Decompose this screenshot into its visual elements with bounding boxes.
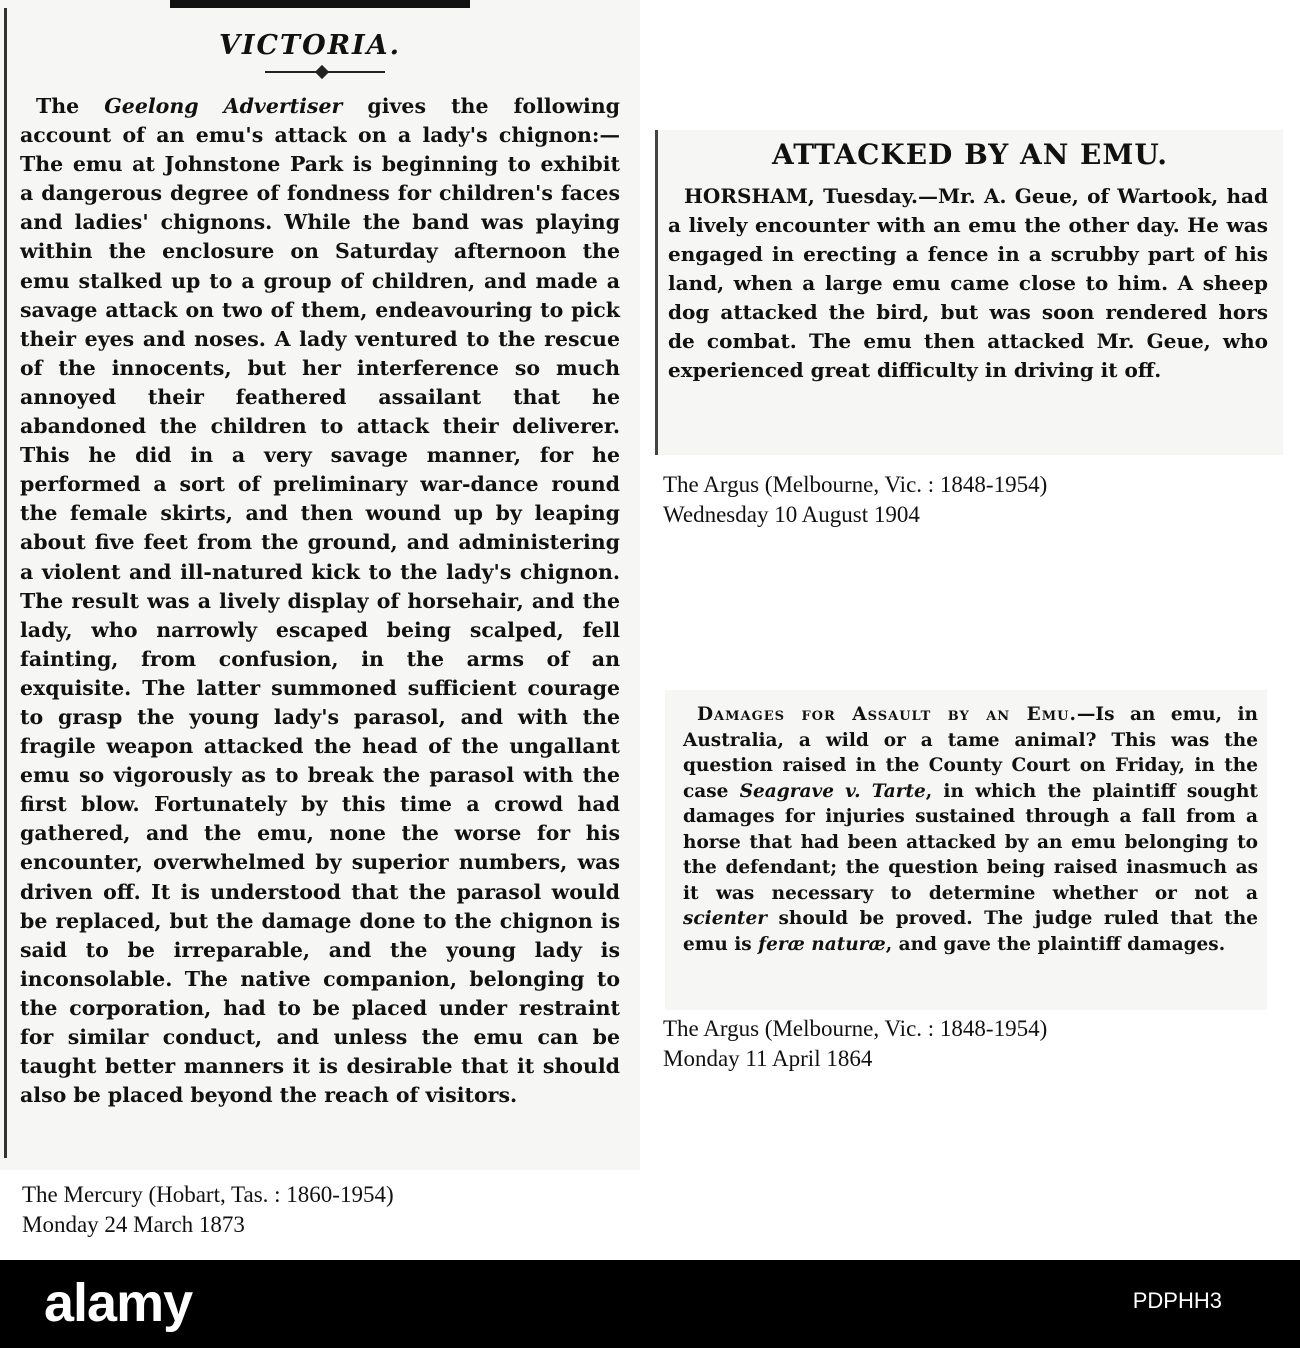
mercury-heading: VICTORIA.	[218, 30, 402, 61]
damages-body-3: should be proved. The judge ruled that the emu is	[683, 908, 1258, 955]
damages-body-1: —Is an emu, in Australia, a wild or a tame animal? This was the question raised in the County Court on Friday, in the case	[683, 704, 1258, 802]
attacked-caption-date: Wednesday 10 August 1904	[663, 502, 920, 527]
damages-body-2: , in which the plaintiff sought damages for injuries sustained through a fall from a horse that had been attacked by an emu belonging to the defendant; the question being raised inasmuch as it was necessary to determine whether or not a	[683, 780, 1258, 904]
top-rule	[170, 0, 470, 8]
damages-caption-date: Monday 11 April 1864	[663, 1046, 873, 1071]
mercury-clipping	[0, 0, 640, 1170]
mercury-source-name: Geelong Advertiser	[104, 94, 343, 118]
column-rule	[655, 130, 658, 455]
column-rule	[4, 8, 7, 1158]
mercury-caption-source: The Mercury (Hobart, Tas. : 1860-1954)	[22, 1182, 394, 1207]
mercury-caption	[22, 1180, 394, 1240]
damages-caption-source: The Argus (Melbourne, Vic. : 1848-1954)	[663, 1016, 1048, 1041]
damages-clipping	[665, 690, 1267, 1010]
image-id: PDPHH3	[1132, 1288, 1222, 1313]
alamy-logo: alamy	[44, 1273, 193, 1333]
damages-ferae-naturae: feræ naturæ	[758, 933, 886, 955]
attacked-body: HORSHAM, Tuesday.—Mr. A. Geue, of Wartook, had a lively encounter with an emu the other day. He was engaged in erecting a fence in a scrubby part of his land, when a large emu came close to him. A sheep dog attacked the bird, but was soon rendered hors de combat. The emu then attacked Mr. Geue, who experienced great difficulty in driving it off.	[668, 184, 1268, 382]
mercury-body: gives the following account of an emu's attack on a lady's chignon:— The emu at Johnstone Park is beginning to exhibit a dangerous degree of fondness for children's faces and ladies' chignons. While the band was playing within the enclosure on Saturday afternoon the emu stalked up to a group of children, and made a savage attack on two of them, endeavouring to pick their eyes and noses. A lady ventured to the rescue of the innocents, but her interference so much annoyed their feathered assailant that he abandoned the children to attack their deliverer. This he did in a very savage manner, for he performed a sort of preliminary war-dance round the female skirts, and then wound up by leaping about five feet from the ground, and administering a violent and ill-natured kick to the lady's chignon. The result was a lively display of horsehair, and the lady, who narrowly escaped being scalped, fell fainting, from confusion, in the arms of an exquisite. The latter summoned sufficient courage to grasp the young lady's parasol, and with the fragile weapon attacked the head of the ungallant emu so vigorously as to break the parasol with the first blow. Fortunately by this time a crowd had gathered, and the emu, none the worse for his encounter, overwhelmed by superior numbers, was driven off. It is understood that the parasol would be replaced, but the damage done to the chignon is said to be irreparable, and the young lady is inconsolable. The native companion, belonging to the corporation, had to be placed under restraint for similar conduct, and unless the emu can be taught better manners it is desirable that it should also be placed beyond the reach of visitors.	[20, 94, 621, 1108]
damages-article-text	[683, 702, 1258, 957]
heading-ornament	[265, 71, 385, 73]
attacked-clipping	[655, 130, 1283, 455]
mercury-intro: The	[36, 94, 105, 118]
damages-caption	[663, 1014, 1047, 1074]
damages-case-name: Seagrave v. Tarte	[739, 780, 926, 802]
attacked-caption-source: The Argus (Melbourne, Vic. : 1848-1954)	[663, 472, 1048, 497]
attacked-caption	[663, 470, 1047, 530]
damages-body-4: , and gave the plaintiff damages.	[885, 933, 1226, 955]
watermark-bar	[0, 1260, 1300, 1348]
mercury-article-text	[20, 92, 620, 1110]
damages-scienter: scienter	[683, 908, 767, 929]
attacked-heading: ATTACKED BY AN EMU.	[772, 138, 1168, 171]
damages-heading: Damages for Assault by an Emu.	[697, 704, 1077, 725]
mercury-caption-date: Monday 24 March 1873	[22, 1212, 245, 1237]
